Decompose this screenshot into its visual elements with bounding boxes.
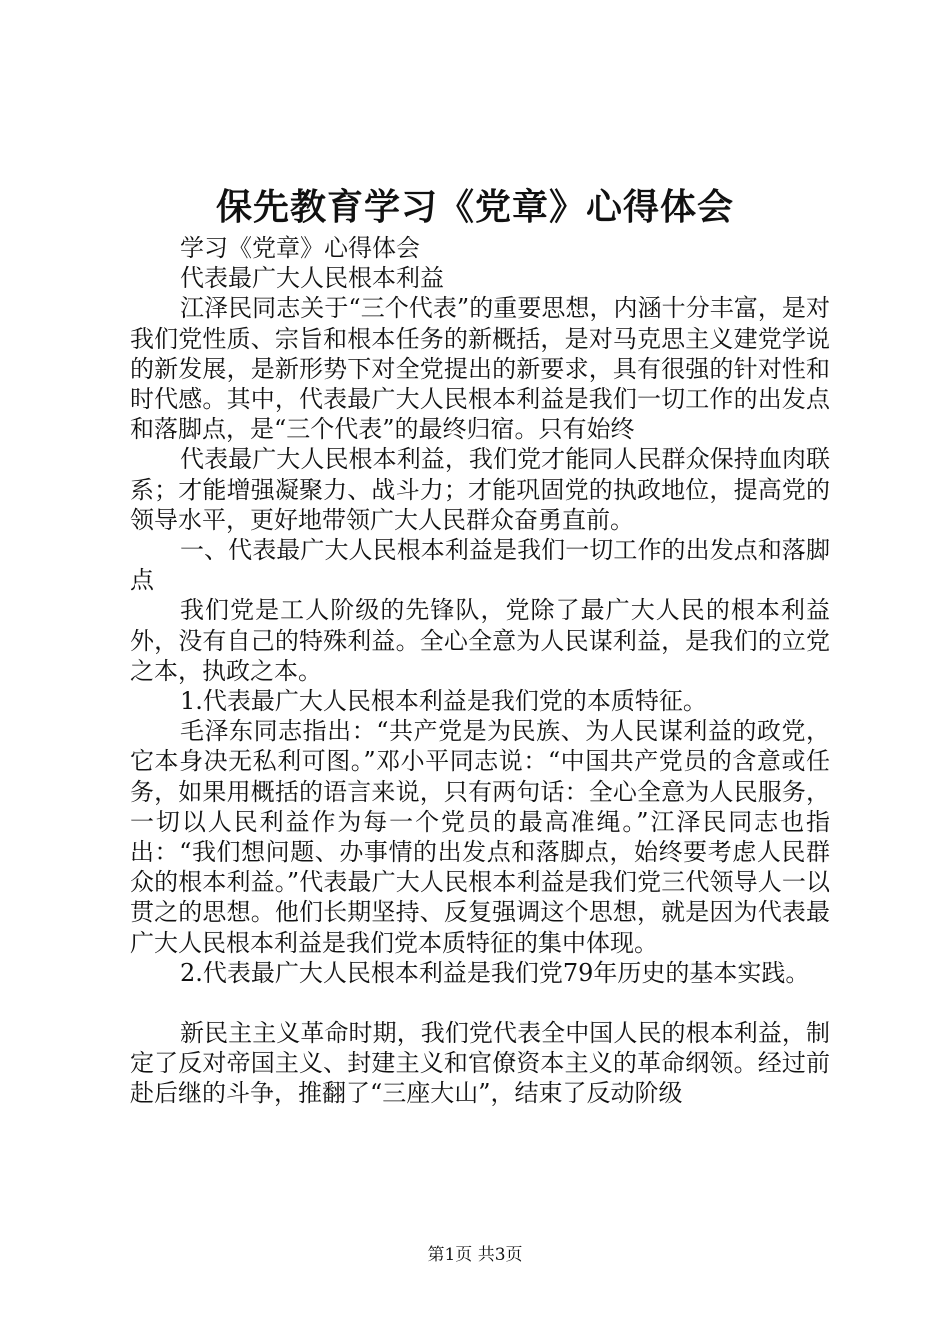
document-body <box>130 233 830 1109</box>
paragraph: 我们党是工人阶级的先锋队，党除了最广大人民的根本利益外，没有自己的特殊利益。全心全意为人民谋利益，是我们的立党之本，执政之本。 <box>130 596 830 685</box>
paragraph-spacer <box>130 988 830 1018</box>
paragraph: 新民主主义革命时期，我们党代表全中国人民的根本利益，制定了反对帝国主义、封建主义和官僚资本主义的革命纲领。经过前赴后继的斗争，推翻了“三座大山”，结束了反动阶级 <box>130 1019 830 1108</box>
numbered-point: 1.代表最广大人民根本利益是我们党的本质特征。 <box>180 687 707 716</box>
paragraph-subtitle: 学习《党章》心得体会 <box>180 234 420 262</box>
page-footer: 第1页 共3页 <box>427 1245 523 1265</box>
paragraph: 毛泽东同志指出：“共产党是为民族、为人民谋利益的政党，它本身决无私利可图。”邓小平同志说：“中国共产党员的含意或任务，如果用概括的语言来说，只有两句话：全心全意为人民服务，一切以人民利益作为每一个党员的最高准绳。”江泽民同志也指出：“我们想问题、办事情的出发点和落脚点，始终要考虑人民群众的根本利益。”代表最广大人民根本利益是我们党三代领导人一以贯之的思想。他们长期坚持、反复强调这个思想，就是因为代表最广大人民根本利益是我们党本质特征的集中体现。 <box>130 717 830 957</box>
paragraph-heading: 代表最广大人民根本利益 <box>180 264 444 293</box>
paragraph: 代表最广大人民根本利益，我们党才能同人民群众保持血肉联系；才能增强凝聚力、战斗力；才能巩固党的执政地位，提高党的领导水平，更好地带领广大人民群众奋勇直前。 <box>130 445 830 534</box>
numbered-point: 2.代表最广大人民根本利益是我们党79年历史的基本实践。 <box>180 958 810 987</box>
paragraph: 江泽民同志关于“三个代表”的重要思想，内涵十分丰富，是对我们党性质、宗旨和根本任务的新概括，是对马克思主义建党学说的新发展，是新形势下对全党提出的新要求，具有很强的针对性和时代感。其中，代表最广大人民根本利益是我们一切工作的出发点和落脚点，是“三个代表”的最终归宿。只有始终 <box>130 294 830 444</box>
document-title: 保先教育学习《党章》心得体会 <box>215 186 734 228</box>
section-heading: 一、代表最广大人民根本利益是我们一切工作的出发点和落脚点 <box>130 536 830 595</box>
